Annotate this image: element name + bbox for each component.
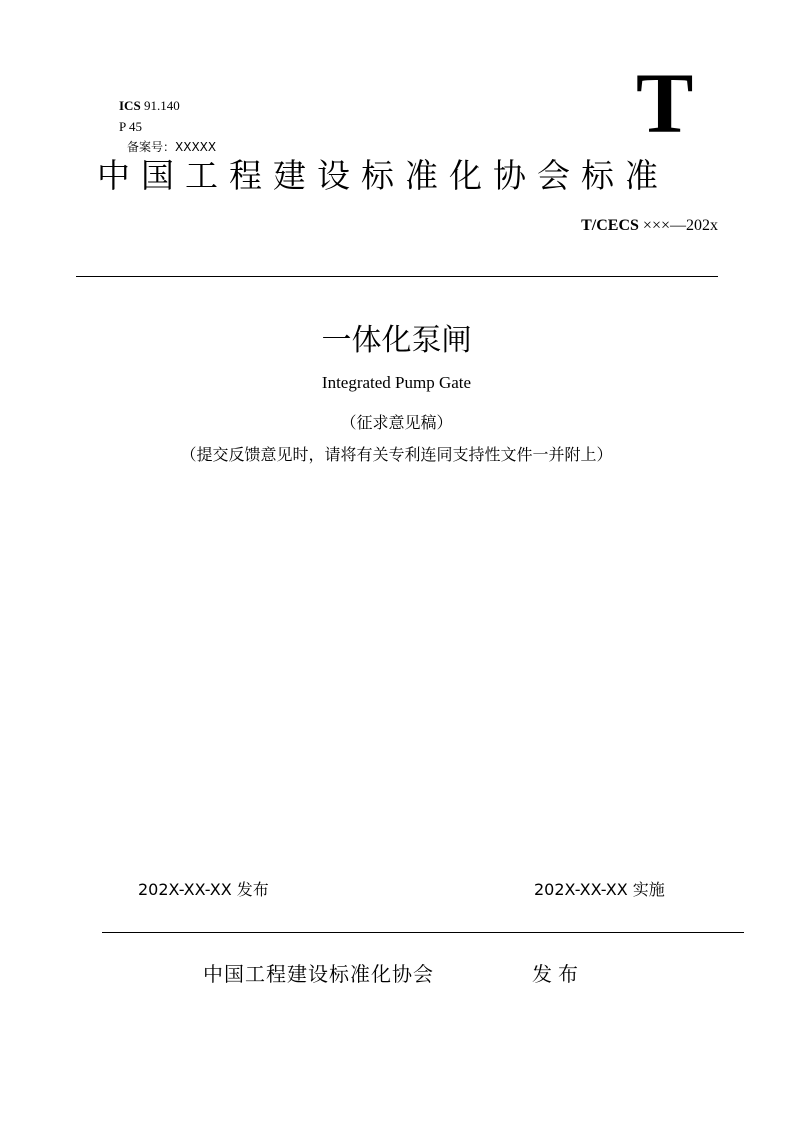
publisher-name: 中国工程建设标准化协会 xyxy=(203,962,434,986)
standard-number-value: ×××—202x xyxy=(642,217,718,234)
standard-mark: T xyxy=(636,55,694,151)
organization-title: 中国工程建设标准化协会标准 xyxy=(97,156,669,195)
bottom-divider xyxy=(102,932,744,933)
classification-code: P 45 xyxy=(119,119,142,134)
patent-notice: （提交反馈意见时，请将有关专利连同支持性文件一并附上） xyxy=(180,447,613,464)
record-value: XXXXX xyxy=(175,140,217,154)
implement-date: 202X-XX-XX 实施 xyxy=(534,880,665,899)
document-title-en: Integrated Pump Gate xyxy=(321,373,472,392)
standard-number xyxy=(470,216,718,236)
top-divider xyxy=(76,276,718,277)
ics-label: ICS xyxy=(119,98,141,113)
ics-line xyxy=(119,98,180,114)
document-title-cn: 一体化泵闸 xyxy=(321,323,472,358)
standard-code: T/CECS xyxy=(581,217,639,234)
record-number xyxy=(127,139,216,155)
publish-word: 发布 xyxy=(532,962,584,986)
publish-date: 202X-XX-XX 发布 xyxy=(138,880,269,899)
draft-status: （征求意见稿） xyxy=(340,415,453,432)
record-label: 备案号： xyxy=(127,140,176,154)
ics-value: 91.140 xyxy=(143,98,180,113)
